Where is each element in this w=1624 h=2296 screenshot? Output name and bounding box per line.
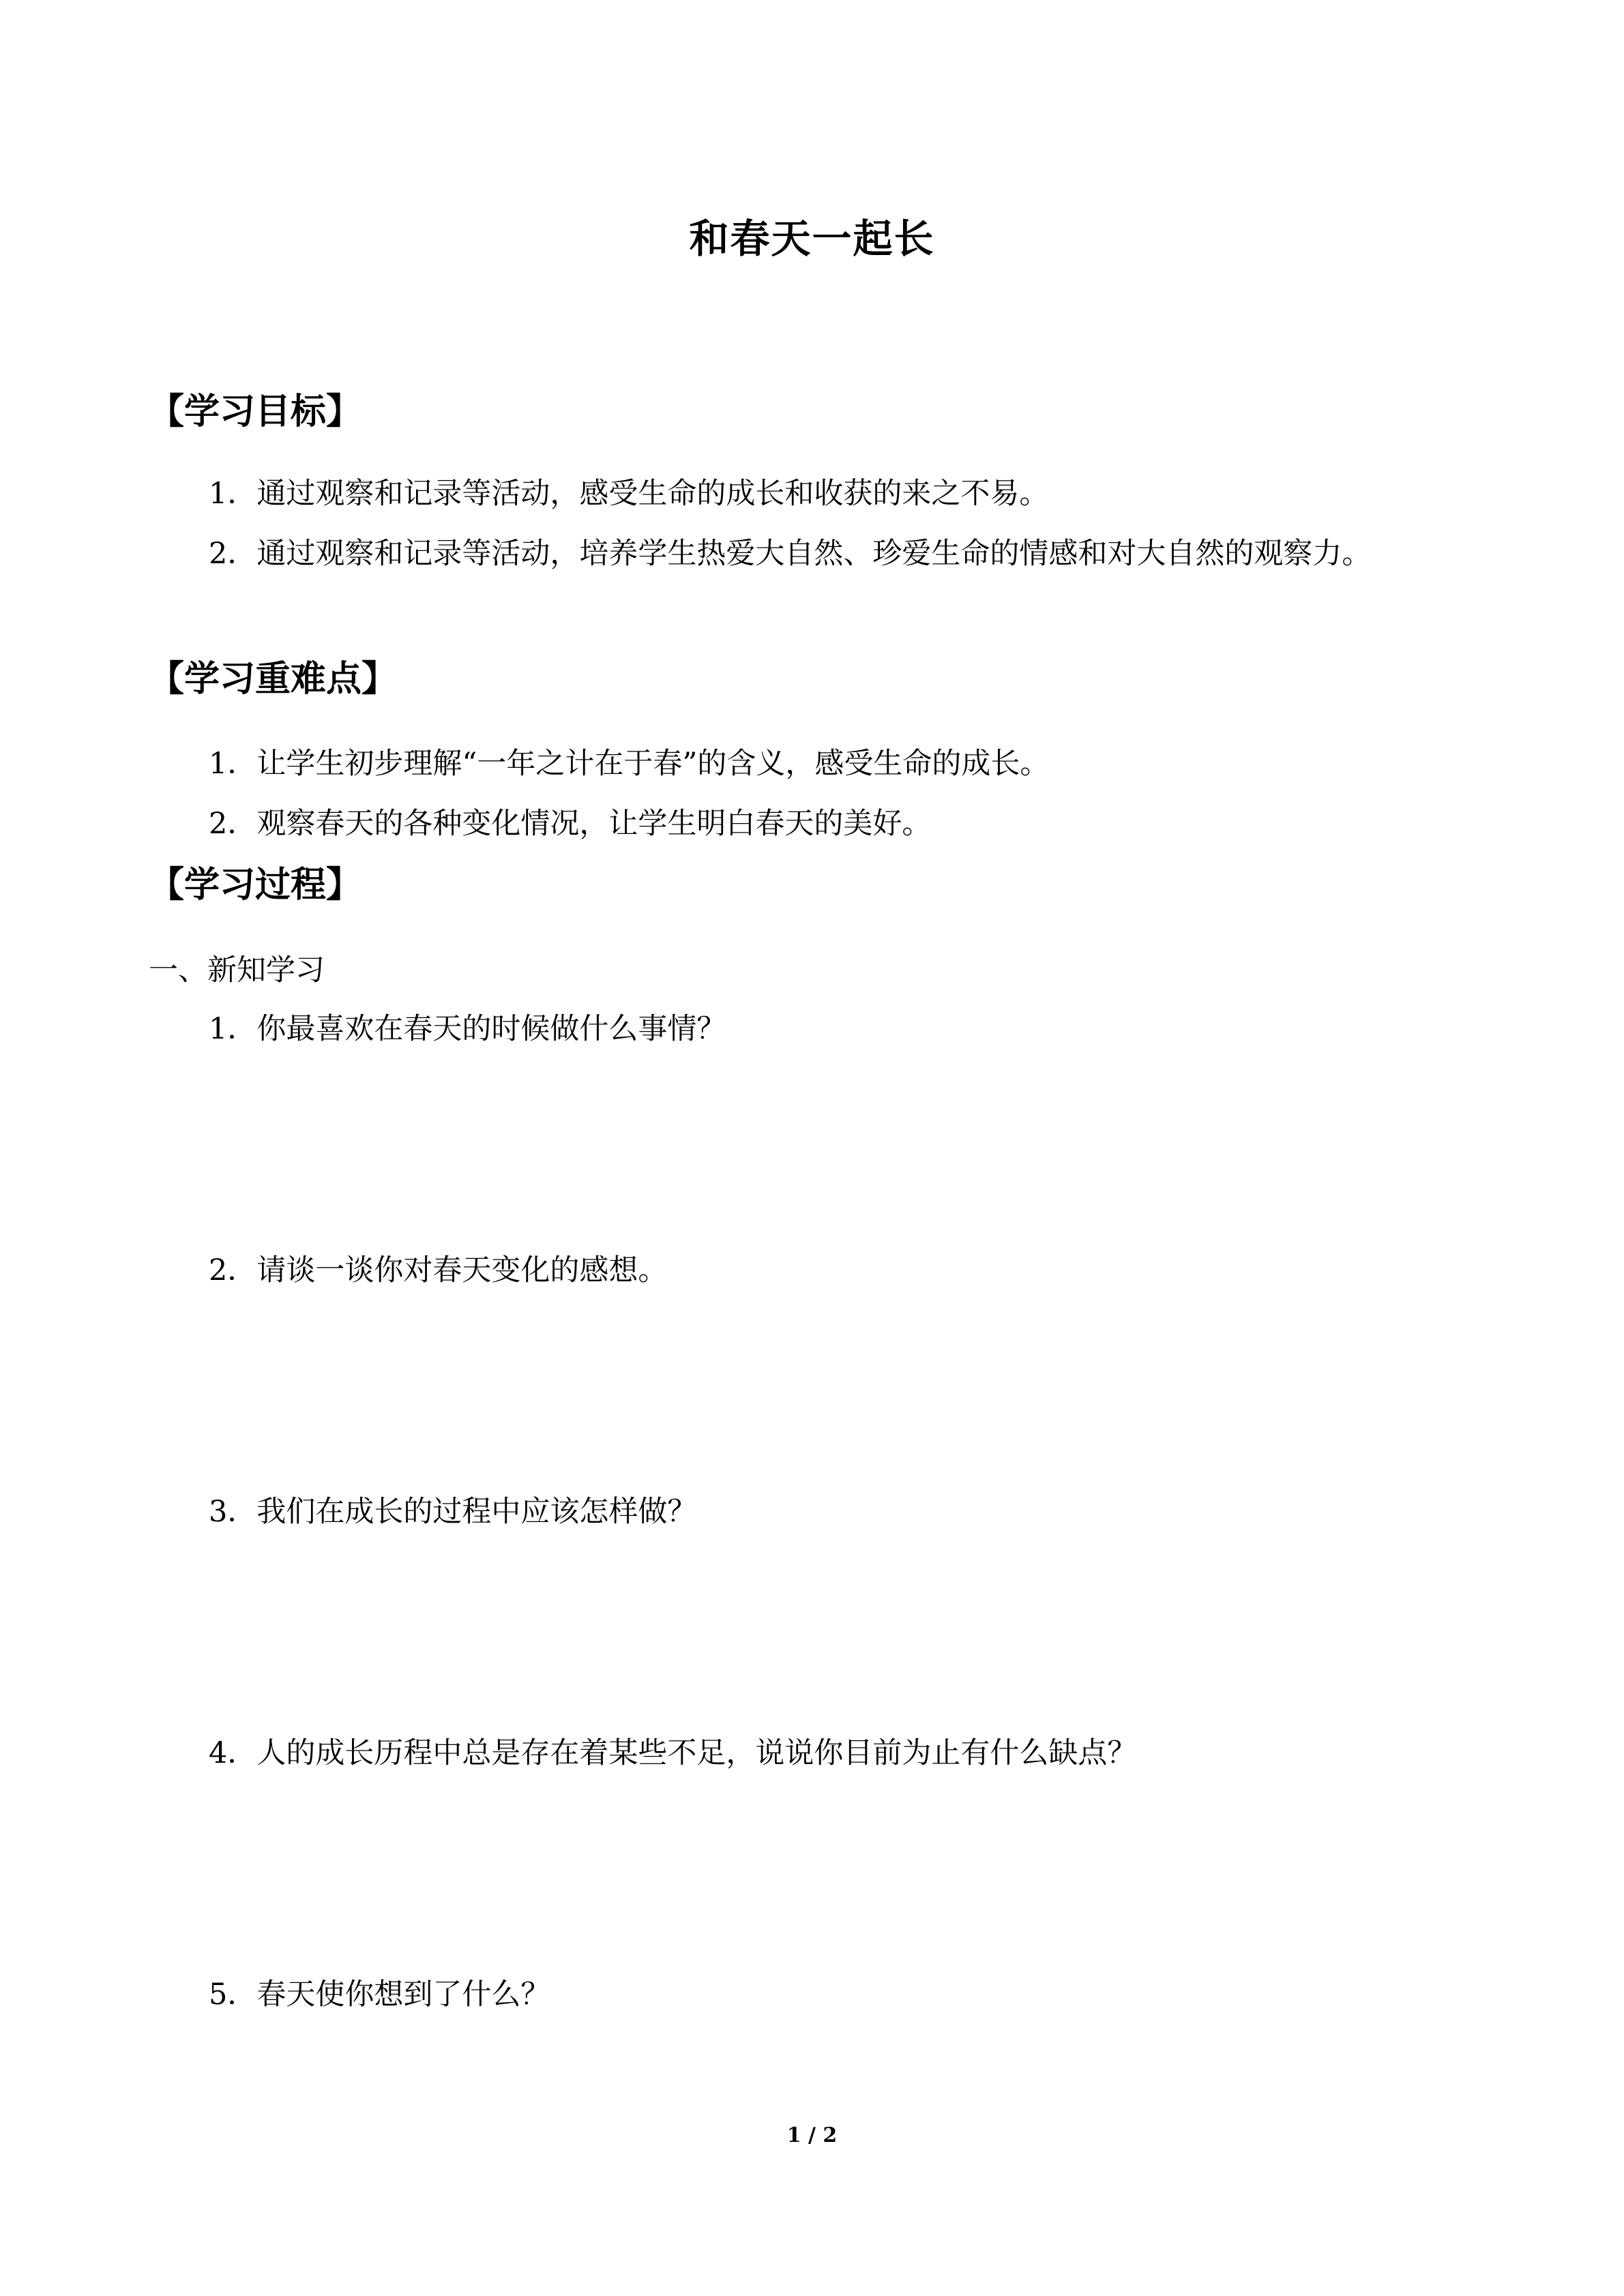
key-points-heading: 【学习重难点】 — [149, 659, 398, 700]
objective-item-1: 1．通过观察和记录等活动，感受生命的成长和收获的来之不易。 — [209, 477, 1049, 511]
question-4: 4．人的成长历程中总是存在着某些不足，说说你目前为止有什么缺点？ — [209, 1736, 1137, 1770]
question-5: 5．春天使你想到了什么？ — [209, 1978, 550, 2012]
question-2: 2．请谈一谈你对春天变化的感想。 — [209, 1253, 668, 1287]
objective-item-2: 2．通过观察和记录等活动，培养学生热爱大自然、珍爱生命的情感和对大自然的观察力。 — [209, 537, 1372, 571]
page-number: 1 / 2 — [786, 2123, 838, 2147]
page-title: 和春天一起长 — [689, 215, 935, 262]
subsection-label: 一、新知学习 — [149, 953, 325, 987]
question-3: 3．我们在成长的过程中应该怎样做？ — [209, 1495, 697, 1529]
question-1: 1．你最喜欢在春天的时候做什么事情？ — [209, 1012, 726, 1046]
key-point-item-1: 1．让学生初步理解“一年之计在于春”的含义，感受生命的成长。 — [209, 747, 1050, 781]
objectives-heading: 【学习目标】 — [149, 391, 362, 432]
process-heading: 【学习过程】 — [149, 865, 362, 906]
key-point-item-2: 2．观察春天的各种变化情况，让学生明白春天的美好。 — [209, 807, 932, 841]
